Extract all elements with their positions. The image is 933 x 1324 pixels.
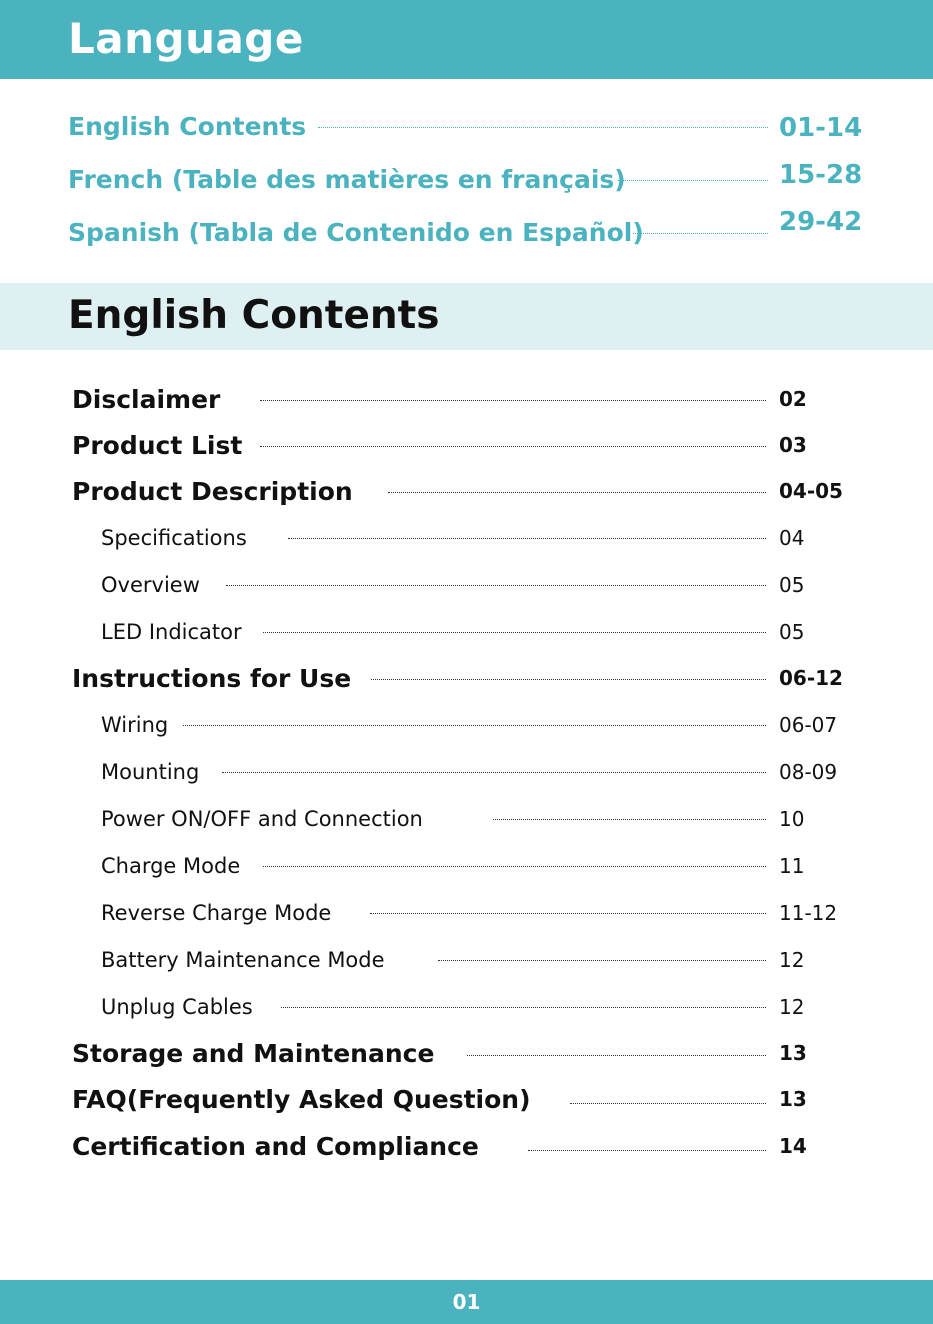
toc-entry-power-on-off[interactable] [0, 807, 933, 843]
dot-leader [260, 400, 766, 401]
toc-entry-pages: 10 [779, 807, 805, 831]
toc-entry-pages: 05 [779, 620, 805, 644]
page-footer [0, 1280, 933, 1324]
toc-entry-label: Storage and Maintenance [72, 1039, 435, 1068]
toc-entry-label: Instructions for Use [72, 664, 352, 693]
toc-entry-label: Reverse Charge Mode [101, 901, 332, 925]
toc-entry-label: Battery Maintenance Mode [101, 948, 385, 972]
dot-leader [183, 725, 766, 726]
toc-entry-label: LED Indicator [101, 620, 242, 644]
dot-leader [318, 127, 768, 128]
toc-entry-pages: 08-09 [779, 760, 838, 784]
language-item-english[interactable] [68, 112, 868, 152]
toc-entry-led-indicator[interactable] [0, 620, 933, 656]
toc-entry-label: Certification and Compliance [72, 1132, 479, 1161]
dot-leader [222, 772, 766, 773]
toc-entry-pages: 06-07 [779, 713, 838, 737]
dot-leader [467, 1055, 766, 1056]
dot-leader [370, 913, 766, 914]
toc-entry-label: Overview [101, 573, 200, 597]
toc-entry-product-list[interactable] [0, 431, 933, 467]
dot-leader [438, 960, 766, 961]
toc-entry-pages: 14 [779, 1134, 807, 1158]
toc-entry-wiring[interactable] [0, 713, 933, 749]
toc-entry-pages: 02 [779, 387, 807, 411]
toc-entry-label: Charge Mode [101, 854, 241, 878]
toc-entry-instructions-for-use[interactable] [0, 664, 933, 700]
toc-entry-product-description[interactable] [0, 477, 933, 513]
language-item-french[interactable] [68, 160, 868, 205]
toc-entry-pages: 13 [779, 1087, 807, 1111]
language-item-spanish[interactable] [68, 207, 868, 258]
toc-entry-pages: 06-12 [779, 666, 843, 690]
toc-entry-faq[interactable] [0, 1085, 933, 1121]
toc-entry-label: FAQ(Frequently Asked Question) [72, 1085, 531, 1114]
toc-entry-pages: 12 [779, 948, 805, 972]
language-item-label: Spanish (Tabla de Contenido en Español) [68, 218, 644, 247]
toc-entry-pages: 05 [779, 573, 805, 597]
dot-leader [226, 585, 766, 586]
language-title: Language [68, 14, 304, 63]
toc-entry-storage-maintenance[interactable] [0, 1039, 933, 1075]
toc-entry-pages: 11 [779, 854, 805, 878]
dot-leader [388, 492, 766, 493]
dot-leader [528, 1150, 766, 1151]
dot-leader [493, 819, 766, 820]
toc-entry-pages: 04-05 [779, 479, 843, 503]
toc-entry-charge-mode[interactable] [0, 854, 933, 890]
contents-header [0, 283, 933, 350]
language-item-pages: 01-14 [779, 113, 863, 143]
toc-entry-unplug-cables[interactable] [0, 995, 933, 1031]
toc-entry-overview[interactable] [0, 573, 933, 609]
language-item-pages: 15-28 [779, 160, 863, 190]
dot-leader [260, 446, 766, 447]
toc-entry-pages: 04 [779, 526, 805, 550]
toc-entry-label: Mounting [101, 760, 200, 784]
toc-entry-pages: 11-12 [779, 901, 838, 925]
dot-leader [618, 180, 768, 181]
language-item-label: French (Table des matières en français) [68, 165, 626, 194]
toc-entry-pages: 03 [779, 433, 807, 457]
language-item-pages: 29-42 [779, 207, 863, 237]
toc-entry-disclaimer[interactable] [0, 385, 933, 421]
toc-entry-specifications[interactable] [0, 526, 933, 562]
dot-leader [371, 679, 766, 680]
toc-entry-label: Product Description [72, 477, 353, 506]
toc-entry-label: Product List [72, 431, 243, 460]
dot-leader [288, 538, 766, 539]
dot-leader [633, 233, 768, 234]
toc-entry-label: Unplug Cables [101, 995, 253, 1019]
page-number: 01 [452, 1290, 481, 1314]
toc-entry-label: Disclaimer [72, 385, 221, 414]
dot-leader [570, 1103, 766, 1104]
contents-title: English Contents [68, 293, 440, 338]
toc-entry-reverse-charge-mode[interactable] [0, 901, 933, 937]
toc-entry-label: Specifications [101, 526, 247, 550]
toc-entry-mounting[interactable] [0, 760, 933, 796]
dot-leader [281, 1007, 766, 1008]
toc-entry-battery-maintenance-mode[interactable] [0, 948, 933, 984]
toc-entry-label: Wiring [101, 713, 169, 737]
language-item-label: English Contents [68, 112, 307, 141]
dot-leader [263, 866, 766, 867]
toc-entry-pages: 13 [779, 1041, 807, 1065]
language-header [0, 0, 933, 79]
toc-entry-label: Power ON/OFF and Connection [101, 807, 423, 831]
toc-entry-pages: 12 [779, 995, 805, 1019]
dot-leader [263, 632, 766, 633]
toc-entry-certification-compliance[interactable] [0, 1132, 933, 1168]
